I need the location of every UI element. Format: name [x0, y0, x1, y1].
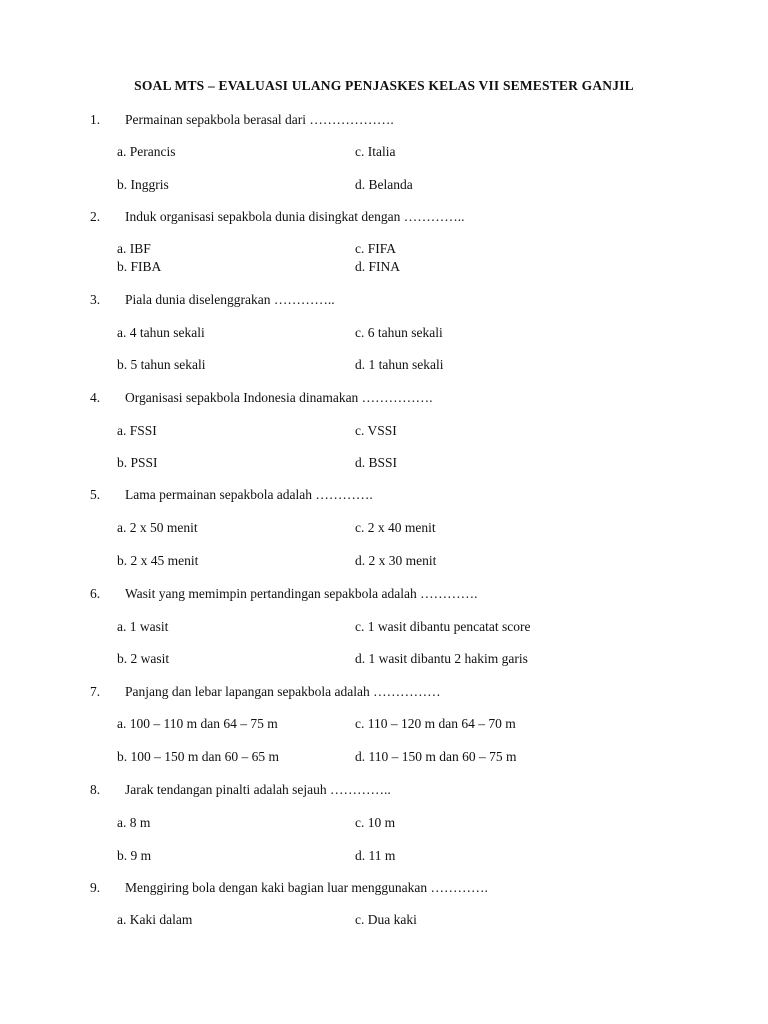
- question-text: Jarak tendangan pinalti adalah sejauh …………..: [125, 782, 391, 797]
- option-a: a. 100 – 110 m dan 64 – 75 m: [117, 716, 278, 731]
- option-c: c. 2 x 40 menit: [355, 520, 436, 535]
- question-text: Induk organisasi sepakbola dunia disingkat dengan …………..: [125, 209, 465, 224]
- option-c: c. Dua kaki: [355, 912, 417, 927]
- option-d: d. 1 wasit dibantu 2 hakim garis: [355, 651, 528, 666]
- option-b: b. FIBA: [117, 259, 162, 274]
- question-text: Organisasi sepakbola Indonesia dinamakan …………….: [125, 390, 433, 405]
- question-number: 3.: [90, 292, 101, 307]
- option-c: c. Italia: [355, 144, 396, 159]
- question-text: Panjang dan lebar lapangan sepakbola adalah ……………: [125, 684, 441, 699]
- question-text: Piala dunia diselenggrakan …………..: [125, 292, 335, 307]
- question-text: Wasit yang memimpin pertandingan sepakbola adalah ………….: [125, 586, 478, 601]
- option-b: b. Inggris: [117, 177, 169, 192]
- option-d: d. BSSI: [355, 455, 398, 470]
- option-c: c. VSSI: [355, 423, 397, 438]
- question-number: 7.: [90, 684, 101, 699]
- question-number: 6.: [90, 586, 101, 601]
- document-title: SOAL MTS – EVALUASI ULANG PENJASKES KELAS VII SEMESTER GANJIL: [134, 78, 634, 93]
- option-d: d. FINA: [355, 259, 401, 274]
- option-b: b. 9 m: [117, 848, 152, 863]
- option-a: a. Kaki dalam: [117, 912, 193, 927]
- option-b: b. 2 wasit: [117, 651, 170, 666]
- option-c: c. 6 tahun sekali: [355, 325, 443, 340]
- option-d: d. 2 x 30 menit: [355, 553, 437, 568]
- option-b: b. 2 x 45 menit: [117, 553, 199, 568]
- option-d: d. 110 – 150 m dan 60 – 75 m: [355, 749, 517, 764]
- option-a: a. 1 wasit: [117, 619, 169, 634]
- option-a: a. FSSI: [117, 423, 157, 438]
- option-a: a. IBF: [117, 241, 151, 256]
- question-text: Lama permainan sepakbola adalah ………….: [125, 487, 373, 502]
- option-a: a. Perancis: [117, 144, 176, 159]
- option-d: d. 11 m: [355, 848, 396, 863]
- option-c: c. 1 wasit dibantu pencatat score: [355, 619, 531, 634]
- question-number: 1.: [90, 112, 101, 127]
- question-number: 8.: [90, 782, 101, 797]
- option-b: b. 100 – 150 m dan 60 – 65 m: [117, 749, 279, 764]
- option-a: a. 4 tahun sekali: [117, 325, 205, 340]
- option-c: c. 10 m: [355, 815, 396, 830]
- question-number: 2.: [90, 209, 101, 224]
- question-number: 9.: [90, 880, 101, 895]
- option-b: b. PSSI: [117, 455, 158, 470]
- option-d: d. 1 tahun sekali: [355, 357, 444, 372]
- option-d: d. Belanda: [355, 177, 413, 192]
- question-text: Menggiring bola dengan kaki bagian luar menggunakan ………….: [125, 880, 488, 895]
- question-number: 4.: [90, 390, 101, 405]
- option-a: a. 8 m: [117, 815, 151, 830]
- option-a: a. 2 x 50 menit: [117, 520, 198, 535]
- option-c: c. 110 – 120 m dan 64 – 70 m: [355, 716, 516, 731]
- question-text: Permainan sepakbola berasal dari ……………….: [125, 112, 394, 127]
- option-c: c. FIFA: [355, 241, 397, 256]
- option-b: b. 5 tahun sekali: [117, 357, 206, 372]
- question-number: 5.: [90, 487, 101, 502]
